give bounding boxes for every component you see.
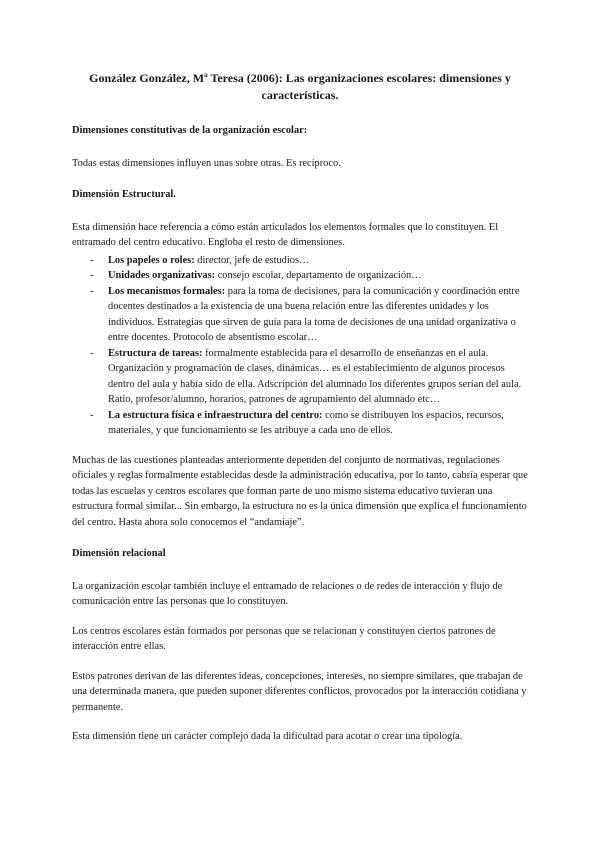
list-item bbox=[72, 253, 528, 269]
list-item-text: para la toma de decisiones, para la comunicación y coordinación entre docentes destinados a la existencia de una buena relación entre las diferentes unidades y los individuos. Estrategias que sirven de guía para la toma de decisiones de una unidad organizativa o entre docentes. Protocolo de absentismo escolar… bbox=[108, 285, 520, 343]
paragraph-relacional-2: Los centros escolares están formados por personas que se relacionan y constituyen ciertos patrones de interacción entre ellas. bbox=[72, 625, 496, 652]
bullet-dash: - bbox=[90, 254, 94, 266]
list-item bbox=[72, 284, 528, 346]
paragraph-relacional-3: Estos patrones derivan de las diferentes ideas, concepciones, intereses, no siempre similares, que trabajan de una determinada manera, que pueden suponer diferentes conflictos, provocados por la interacción cotidiana y permanente. bbox=[72, 670, 527, 713]
list-item-text: como se distribuyen los espacios, recursos, materiales, y que funcionamiento se les atribuye a cada uno de ellos. bbox=[108, 409, 504, 436]
paragraph-estructural-intro: Esta dimensión hace referencia a cómo están articulados los elementos formales que lo constituyen. El entramado del centro educativo. Engloba el resto de dimensiones. bbox=[72, 221, 499, 248]
list-item bbox=[72, 346, 528, 408]
list-item bbox=[72, 408, 528, 439]
list-item bbox=[72, 268, 528, 284]
list-item-term: Unidades organizativas: bbox=[108, 270, 216, 281]
bullet-dash: - bbox=[90, 270, 94, 281]
bullet-dash: - bbox=[90, 409, 94, 421]
paragraph-constitutivas: Todas estas dimensiones influyen unas sobre otras. Es recíproco. bbox=[72, 157, 341, 169]
document-title: González González, Mª Teresa (2006): Las organizaciones escolares: dimensiones y características. bbox=[89, 71, 511, 102]
list-item-term: Los papeles o roles: bbox=[108, 254, 195, 266]
list-item-text: consejo escolar, departamento de organización… bbox=[215, 270, 422, 281]
list-item-term: Estructura de tareas: bbox=[108, 347, 203, 359]
bullet-dash: - bbox=[90, 347, 94, 359]
list-item-text: formalmente establecida para el desarrollo de enseñanzas en el aula. Organización y programación de clases, dinámicas… es el establecimiento de algunos procesos dentro del aula y había sido de ella. Adscripción del alumnado los diferentes grupos serían del aula. Ratio, profesor/alumno, horarios, patrones de agrupamiento del alumnado etc… bbox=[108, 347, 522, 405]
bullet-dash: - bbox=[90, 285, 94, 297]
paragraph-relacional-4: Esta dimensión tiene un carácter complejo dada la dificultad para acotar o crear una tipología. bbox=[72, 731, 463, 742]
paragraph-estructural-closing: Muchas de las cuestiones planteadas anteriormente dependen del conjunto de normativas, regulaciones oficiales y reglas formalmente establecidas desde la administración educativa, por lo tanto, cabría esperar que todas las escuelas y centros escolares que forman parte de uno mismo sistema educativo tuvieran una estructura formal similar... Sin embargo, la estructura no es la única dimensión que explica el funcionamiento del centro. Hasta ahora solo conocemos el “andamiaje”. bbox=[72, 454, 528, 528]
estructural-list bbox=[72, 253, 528, 439]
heading-estructural: Dimensión Estructural. bbox=[72, 189, 176, 200]
paragraph-relacional-1: La organización escolar también incluye el entramado de relaciones o de redes de interacción y flujo de comunicación entre las personas que lo constituyen. bbox=[72, 580, 503, 607]
heading-relacional: Dimensión relacional bbox=[72, 548, 166, 559]
list-item-term: La estructura física e infraestructura del centro: bbox=[108, 409, 323, 421]
document-body bbox=[72, 70, 528, 759]
list-item-term: Los mecanismos formales: bbox=[108, 285, 226, 297]
heading-constitutivas: Dimensiones constitutivas de la organización escolar: bbox=[72, 125, 308, 136]
list-item-text: director, jefe de estudios… bbox=[194, 254, 310, 266]
